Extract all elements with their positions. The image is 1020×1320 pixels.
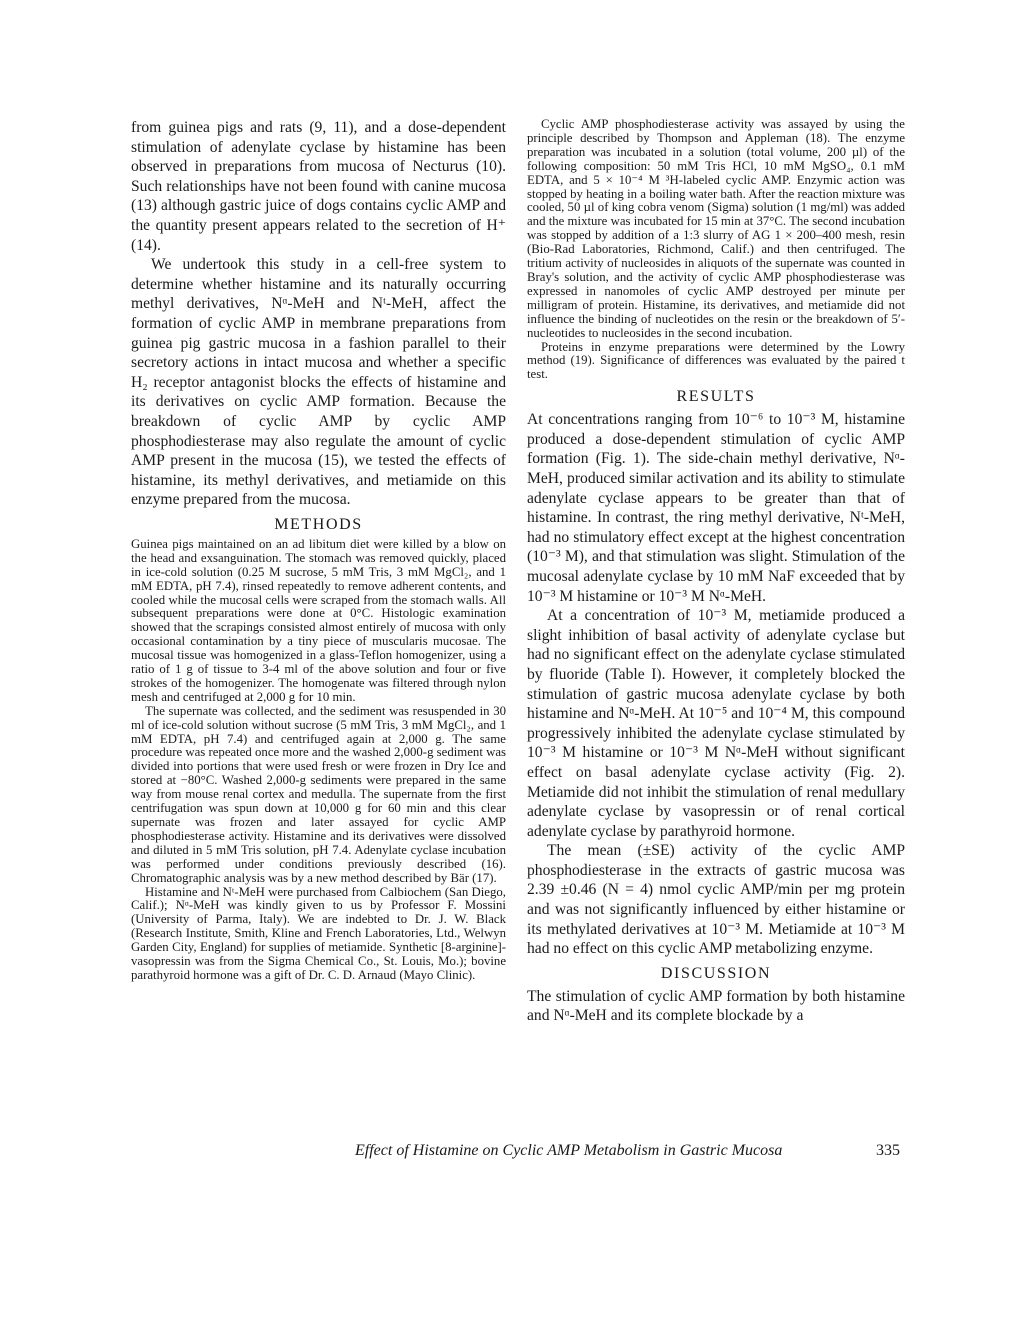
left-column bbox=[131, 118, 506, 983]
paragraph: The mean (±SE) activity of the cyclic AMP phosphodiesterase in the extracts of gastric mucosa was 2.39 ±0.46 (N = 4) nmol cyclic AMP/min per mg protein and was not significantly influenced by either histamine or its methylated derivatives at 10⁻³ M. Metiamide at 10⁻³ M had no effect on this cyclic AMP metabolizing enzyme. bbox=[527, 842, 905, 958]
paragraph: Proteins in enzyme preparations were determined by the Lowry method (19). Significance of differences was evaluated by the paired t test. bbox=[527, 339, 905, 382]
discussion-heading: DISCUSSION bbox=[660, 964, 772, 982]
paragraph: At concentrations ranging from 10⁻⁶ to 10⁻³ M, histamine produced a dose-dependent stimulation of cyclic AMP formation (Fig. 1). The side-chain methyl derivative, Nᵅ-MeH, produced similar activation and its ability to stimulate adenylate cyclase appears to be greater than that of histamine. In contrast, the ring methyl derivative, Nᵗ-MeH, had no stimulatory effect except at the highest concentration (10⁻³ M), and that stimulation was slight. Stimulation of the mucosal adenylate cyclase by 10 mM NaF exceeded that by 10⁻³ M histamine or 10⁻³ M Nᵅ-MeH. bbox=[527, 411, 905, 605]
running-title: Effect of Histamine on Cyclic AMP Metabolism in Gastric Mucosa bbox=[355, 1142, 783, 1159]
discussion-text bbox=[527, 987, 905, 1026]
methods-heading: METHODS bbox=[274, 515, 363, 533]
page-number: 335 bbox=[876, 1142, 900, 1159]
methods-text bbox=[131, 538, 506, 983]
results-heading: RESULTS bbox=[676, 388, 756, 406]
methods-continued-text bbox=[527, 118, 905, 382]
paragraph: The stimulation of cyclic AMP formation by both histamine and Nᵅ-MeH and its complete blockade by a bbox=[527, 987, 905, 1025]
paragraph: We undertook this study in a cell-free system to determine whether histamine and its naturally occurring methyl derivatives, Nᵅ-MeH and Nᵗ-MeH, affect the formation of cyclic AMP in membrane preparations from guinea pig gastric mucosa in a fashion parallel to their secretory actions in intact mucosa and whether a specific H₂ receptor antagonist blocks the effects of histamine and its derivatives on cyclic AMP formation. Because the breakdown of cyclic AMP by cyclic AMP phosphodiesterase may also regulate the amount of cyclic AMP present in the mucosa (15), we tested the effects of histamine, its methyl derivatives, and metiamide on this enzyme prepared from the mucosa. bbox=[131, 256, 506, 509]
intro-text bbox=[131, 118, 506, 510]
paragraph: Histamine and Nᵗ-MeH were purchased from Calbiochem (San Diego, Calif.); Nᵅ-MeH was kindly given to us by Professor F. Mossini (University of Parma, Italy). We are indebted to Dr. J. W. Black (Research Institute, Smith, Kline and French Laboratories, Ltd., Welwyn Garden City, England) for supplies of metiamide. Synthetic [8-arginine]-vasopressin was from the Sigma Chemical Co., St. Louis, Mo.); bovine parathyroid hormone was a gift of Dr. C. D. Arnaud (Mayo Clinic). bbox=[131, 884, 506, 982]
page-footer bbox=[355, 1142, 900, 1160]
paragraph: Cyclic AMP phosphodiesterase activity was assayed by using the principle described by Thompson and Appleman (18). The enzyme preparation was incubated in a solution (total volume, 200 µl) of the following composition: 50 mM Tris HCl, 10 mM MgSO₄, 0.1 mM EDTA, and 5 × 10⁻⁴ M ³H-labeled cyclic AMP. Enzymic action was stopped by heating in a boiling water bath. After the reaction mixture was cooled, 50 µl of king cobra venom (Sigma) solution (1 mg/ml) was added and the mixture was incubated for 15 min at 37°C. The second incubation was stopped by addition of a 1:3 slurry of AG 1 × 200–400 mesh, resin (Bio-Rad Laboratories, Richmond, Calif.) and then centrifuged. The tritium activity of nucleosides in aliquots of the supernate was counted in Bray's solution, and the activity of cyclic AMP phosphodiesterase was expressed in nanomoles of cyclic AMP destroyed per minute per milligram of protein. Histamine, its derivatives, and metiamide did not influence the binding of nucleotides on the resin or the breakdown of 5′-nucleotides to nucleosides in the second incubation. bbox=[527, 117, 905, 340]
paragraph: Guinea pigs maintained on an ad libitum diet were killed by a blow on the head and exsanguination. The stomach was removed quickly, placed in ice-cold solution (0.25 M sucrose, 5 mM Tris, 3 mM MgCl₂, and 1 mM EDTA, pH 7.4), rinsed repeatedly to remove adherent contents, and cooled while the mucosal cells were scraped from the stomach walls. All subsequent preparations were done at 0°C. Histologic examination showed that the scrapings consisted almost entirely of mucosa with only occasional contamination by a tiny piece of muscularis mucosae. The mucosal tissue was homogenized in a glass-Teflon homogenizer, using a ratio of 1 g of tissue to 3-4 ml of the above solution and four or five strokes of the homogenizer. The homogenate was filtered through nylon mesh and centrifuged at 2,000 g for 10 min. bbox=[131, 536, 506, 704]
results-text bbox=[527, 410, 905, 959]
paragraph: The supernate was collected, and the sediment was resuspended in 30 ml of ice-cold solution without sucrose (5 mM Tris, 3 mM MgCl₂, and 1 mM EDTA, pH 7.4) and centrifuged again at 2,000 g. The same procedure was repeated once more and the washed 2,000-g sediment was divided into portions that were used fresh or were frozen in Dry Ice and stored at −80°C. Washed 2,000-g sediments were prepared in the same way from mouse renal cortex and medulla. The supernate from the first centrifugation was spun down at 10,000 g for 60 min and this clear supernate was frozen and later assayed for cyclic AMP phosphodiesterase activity. Histamine and its derivatives were dissolved and diluted in 5 mM Tris solution, pH 7.4. Adenylate cyclase incubation was performed under conditions previously described (16). Chromatographic analysis was by a new method described by Bär (17). bbox=[131, 703, 506, 885]
paragraph: At a concentration of 10⁻³ M, metiamide produced a slight inhibition of basal activity of adenylate cyclase but had no significant effect on the adenylate cyclase stimulated by fluoride (Table I). However, it completely blocked the stimulation of gastric mucosa adenylate cyclase by both histamine and Nᵅ-MeH. At 10⁻⁵ and 10⁻⁴ M, this compound progressively inhibited the adenylate cyclase stimulated by 10⁻³ M histamine or 10⁻³ M Nᵅ-MeH without significant effect on basal adenylate cyclase activity (Fig. 2). Metiamide did not inhibit the stimulation of renal medullary adenylate cyclase by vasopressin or of renal cortical adenylate cyclase by parathyroid hormone. bbox=[527, 607, 905, 840]
paragraph: from guinea pigs and rats (9, 11), and a dose-dependent stimulation of adenylate cyclase by histamine has been observed in preparations from mucosa of Necturus (10). Such relationships have not been found with canine mucosa (13) although gastric juice of dogs contains cyclic AMP and the quantity present appears related to the secretion of H⁺ (14). bbox=[131, 119, 506, 254]
right-column bbox=[527, 118, 905, 1026]
